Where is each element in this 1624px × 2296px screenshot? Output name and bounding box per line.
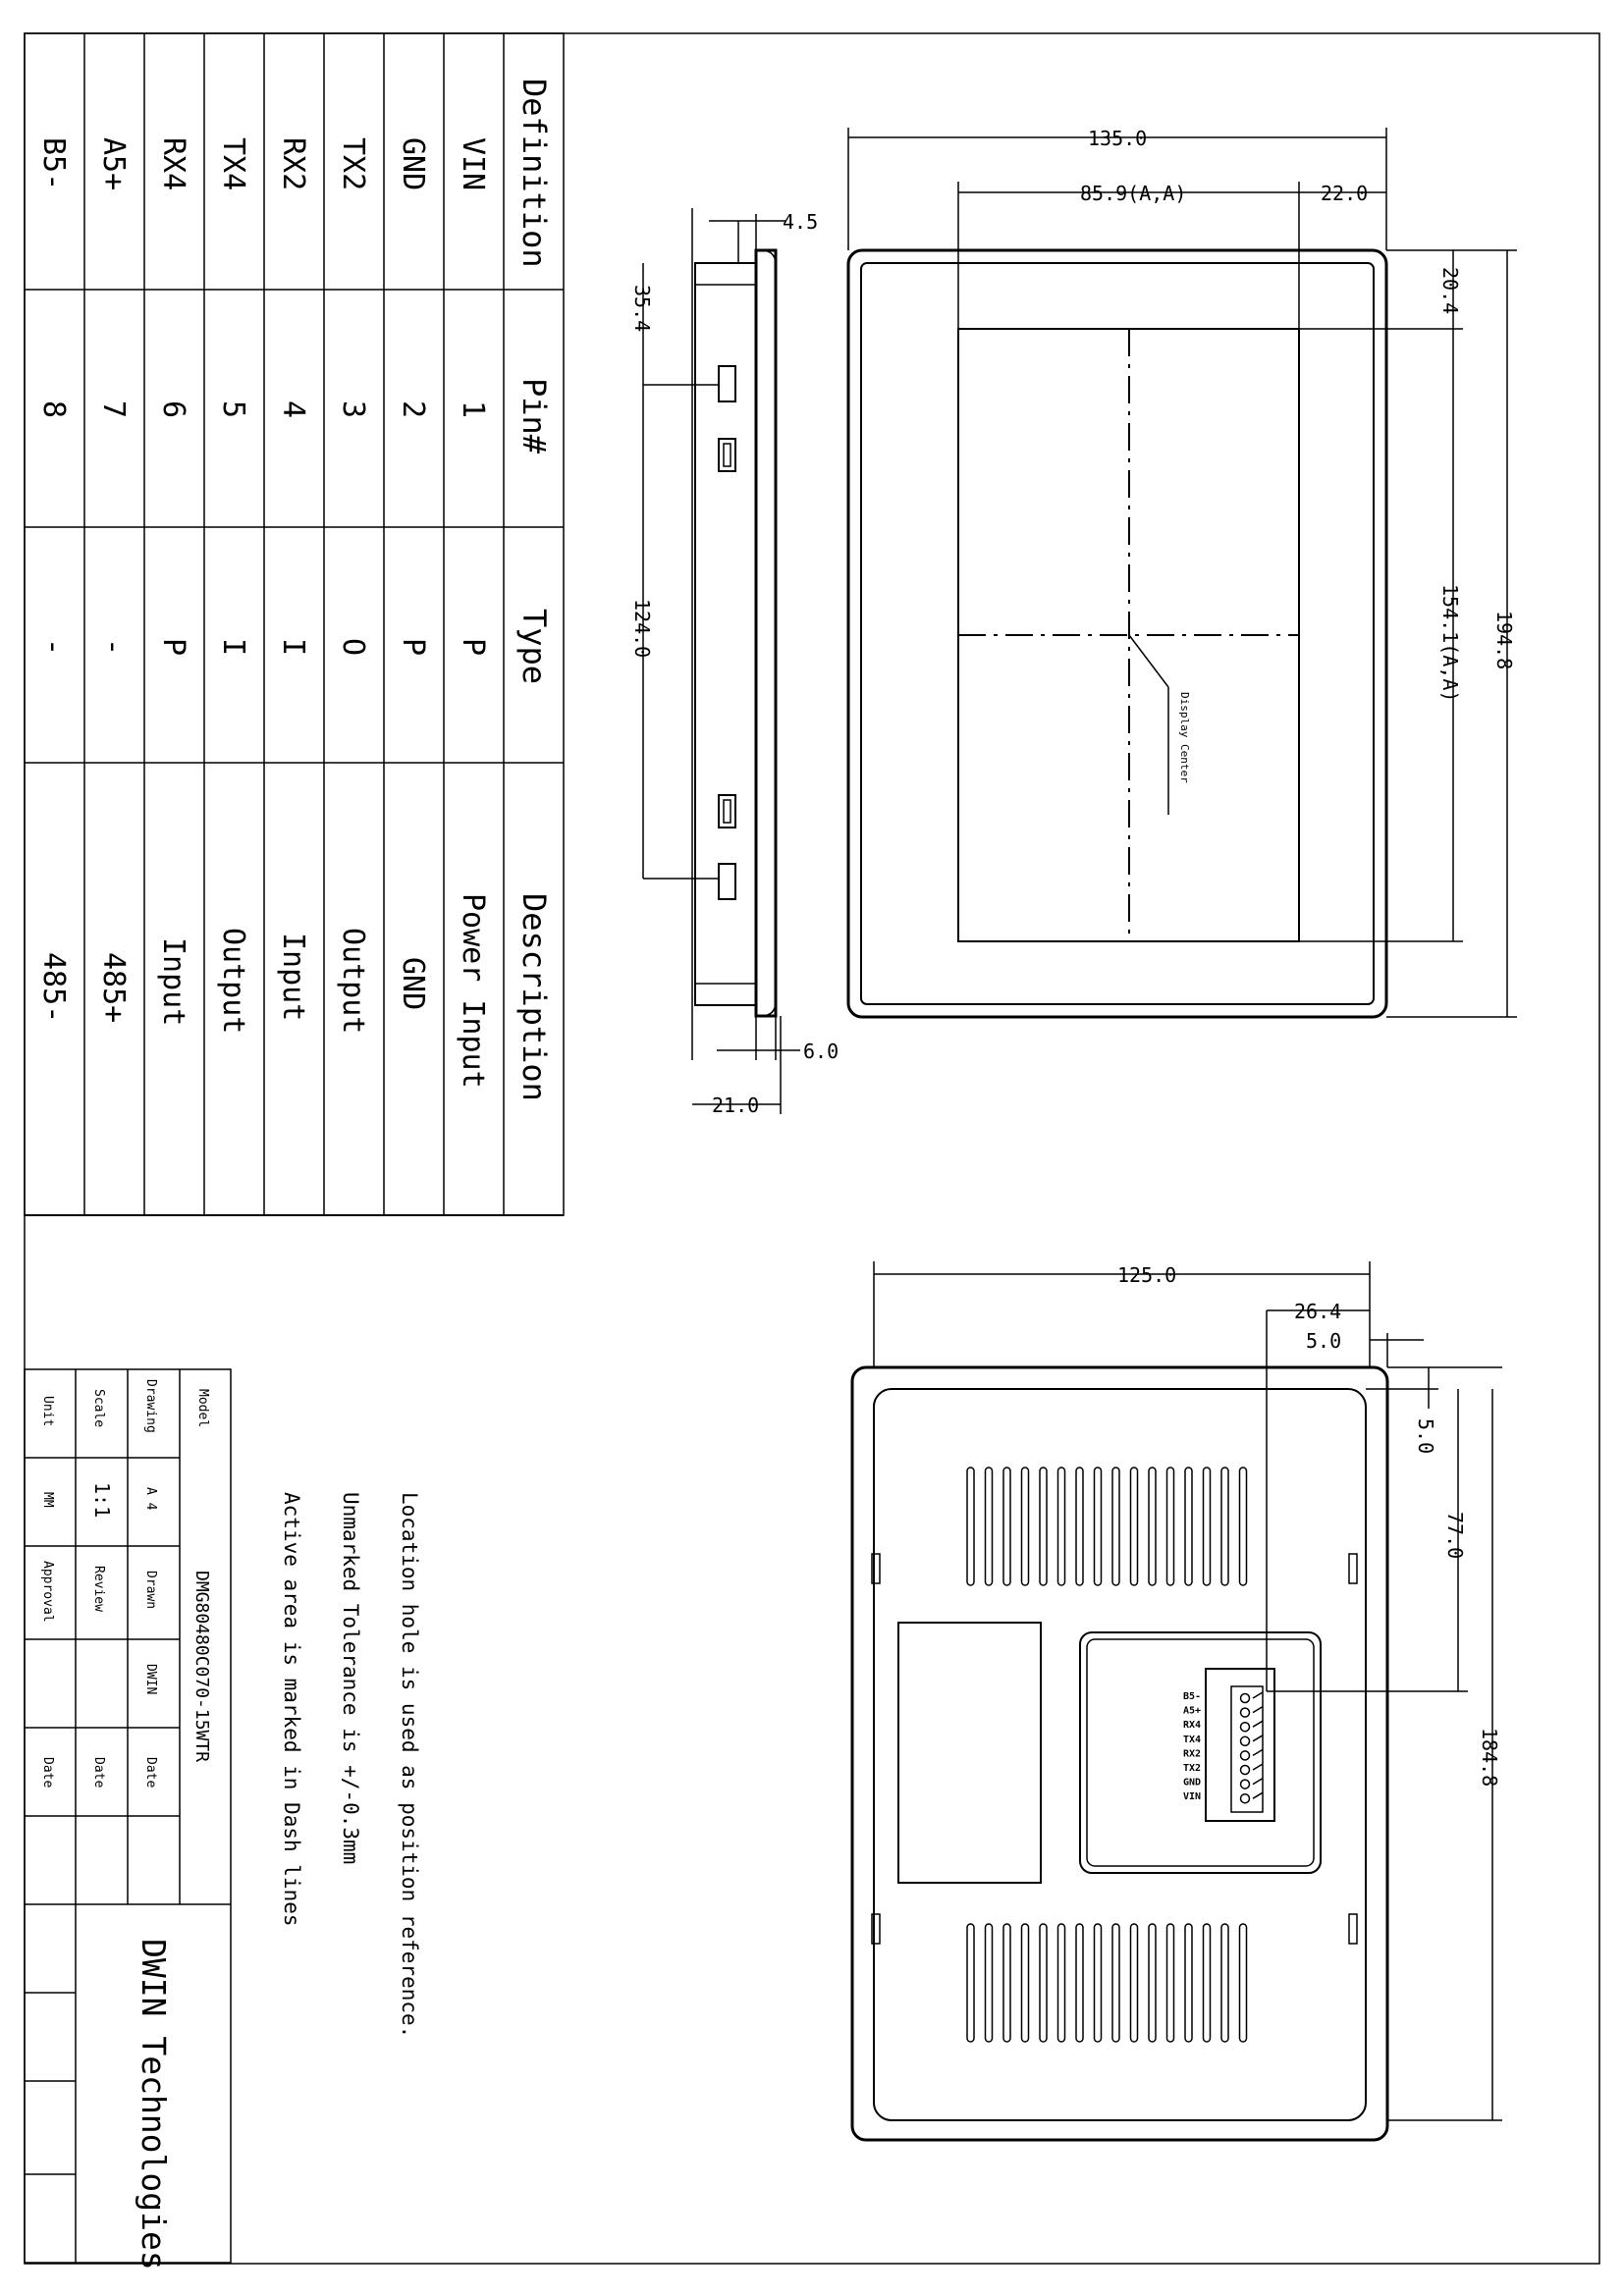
scale-label: Scale (91, 1389, 106, 1428)
row-description: Output (216, 928, 250, 1035)
connector-pin-label: RX4 (1182, 1720, 1201, 1732)
vent-slot (1131, 1924, 1138, 2042)
connector-pin (1241, 1780, 1250, 1789)
vent-slot (986, 1924, 993, 2042)
dim-top-margin: 20.4 (1438, 267, 1462, 315)
vent-slot (1204, 1924, 1211, 2042)
note-line: Active area is marked in Dash lines (280, 1492, 303, 1927)
row-type: O (336, 638, 370, 657)
vent-slot (1076, 1924, 1083, 2042)
vent-slot (1040, 1468, 1047, 1585)
unit-value: MM (40, 1492, 55, 1508)
vent-slot (1022, 1924, 1029, 2042)
row-type: I (216, 638, 250, 657)
front-view (848, 127, 1517, 1017)
scale-value: 1:1 (90, 1482, 114, 1519)
dim-height: 184.8 (1478, 1728, 1501, 1788)
vent-slot (1058, 1468, 1065, 1585)
connector-pin-mark (1253, 1779, 1263, 1785)
dim-depth: 21.0 (712, 1094, 760, 1117)
connector-pin (1241, 1736, 1250, 1745)
company-name: DWIN Technologies (135, 1939, 173, 2270)
dim-conn-offset: 26.4 (1294, 1300, 1342, 1323)
row-pin: 4 (276, 400, 310, 419)
row-definition: RX2 (276, 137, 310, 191)
vent-slot (1131, 1468, 1138, 1585)
vent-slot (1022, 1468, 1029, 1585)
connector-pin-label: A5+ (1182, 1705, 1201, 1717)
model-value: DMG80480C070-15WTR (191, 1571, 212, 1763)
connector-pin-label: TX4 (1182, 1734, 1201, 1745)
note-line: Unmarked Tolerance is +/-0.3mm (339, 1492, 362, 1865)
date-label: Date (40, 1757, 55, 1789)
vent-slot (1167, 1924, 1174, 2042)
row-definition: A5+ (96, 137, 131, 191)
side-view (630, 208, 839, 1117)
connector-pin-label: TX2 (1182, 1763, 1201, 1774)
connector-pin (1241, 1766, 1250, 1775)
row-definition: TX4 (216, 137, 250, 191)
connector-pin-label: VIN (1182, 1791, 1201, 1803)
title-block (25, 1369, 231, 2270)
vent-slot (1003, 1468, 1010, 1585)
header-pin: Pin# (515, 378, 553, 454)
vent-slot (1185, 1468, 1192, 1585)
dim-conn-pos: 77.0 (1443, 1512, 1467, 1560)
display-center-label: Display Center (1178, 692, 1191, 783)
drawn-value: DWIN (143, 1664, 158, 1695)
connector-pin (1241, 1694, 1250, 1703)
drawing-label: Drawing (143, 1379, 158, 1433)
connector-pin-mark (1253, 1735, 1263, 1741)
row-type: P (396, 638, 430, 657)
vent-slot (1149, 1468, 1156, 1585)
date-label: Date (91, 1757, 106, 1789)
vent-slot (986, 1468, 993, 1585)
row-definition: VIN (456, 137, 490, 191)
vent-slot (1221, 1468, 1228, 1585)
dim-bezel: 4.5 (783, 210, 819, 234)
vent-slot (967, 1468, 974, 1585)
vent-slot (1003, 1924, 1010, 2042)
connector-pin (1241, 1794, 1250, 1803)
vent-slot (1095, 1924, 1102, 2042)
pin-table (25, 33, 564, 1215)
row-description: Input (276, 933, 310, 1022)
row-description: 485+ (96, 952, 131, 1024)
dim-right-margin: 22.0 (1321, 182, 1369, 205)
vent-slot (1076, 1468, 1083, 1585)
connector-pin-label: RX2 (1182, 1748, 1201, 1760)
row-description: GND (396, 957, 430, 1011)
rear-view (852, 1261, 1502, 2140)
vent-slot (1040, 1924, 1047, 2042)
vent-slot (1204, 1468, 1211, 1585)
vent-slot (1058, 1924, 1065, 2042)
vent-slot (1095, 1468, 1102, 1585)
review-label: Review (91, 1566, 106, 1612)
connector-pin-mark (1253, 1721, 1263, 1727)
connector-pin-mark (1253, 1707, 1263, 1713)
row-pin: 5 (216, 400, 250, 419)
connector-pin-mark (1253, 1792, 1263, 1798)
row-description: 485- (36, 952, 71, 1024)
row-pin: 2 (396, 400, 430, 419)
row-pin: 1 (456, 400, 490, 419)
row-definition: B5- (36, 137, 71, 191)
row-type: - (36, 638, 71, 657)
row-pin: 3 (336, 400, 370, 419)
row-pin: 8 (36, 400, 71, 419)
row-definition: TX2 (336, 137, 370, 191)
dim-span: 124.0 (630, 599, 654, 659)
row-definition: RX4 (156, 137, 190, 191)
header-definition: Definition (515, 79, 553, 268)
vent-slot (1240, 1924, 1247, 2042)
row-type: I (276, 638, 310, 657)
vent-slot (1112, 1468, 1119, 1585)
notes (280, 1492, 421, 2038)
connector-pin (1241, 1708, 1250, 1717)
vent-slot (1149, 1924, 1156, 2042)
connector-pin-mark (1253, 1692, 1263, 1698)
drawing-value: A 4 (143, 1487, 158, 1511)
dim-active-width: 85.9(A,A) (1080, 182, 1187, 205)
date-label: Date (143, 1757, 158, 1789)
dim-active-height: 154.1(A,A) (1438, 584, 1462, 703)
connector-pin (1241, 1723, 1250, 1732)
approval-label: Approval (40, 1561, 55, 1623)
vent-slot (1221, 1924, 1228, 2042)
unit-label: Unit (40, 1396, 55, 1427)
header-type: Type (515, 609, 553, 685)
row-type: P (156, 638, 190, 657)
dim-edge: 5.0 (1306, 1329, 1342, 1353)
dim-edge-b: 5.0 (1414, 1418, 1437, 1455)
note-line: Location hole is used as position reference. (398, 1492, 421, 2039)
row-type: - (96, 638, 131, 657)
drawn-label: Drawn (143, 1571, 158, 1610)
dim-total-height: 194.8 (1492, 611, 1516, 670)
connector-pin-mark (1253, 1749, 1263, 1755)
connector-pin-label: GND (1182, 1777, 1201, 1789)
model-label: Model (195, 1389, 210, 1428)
connector-pin-label: B5- (1182, 1691, 1201, 1702)
sheet-border (25, 33, 1599, 2264)
row-description: Power Input (456, 893, 490, 1089)
vent-slot (1167, 1468, 1174, 1585)
row-description: Input (156, 937, 190, 1027)
vent-slot (1112, 1924, 1119, 2042)
dim-panel: 6.0 (803, 1040, 839, 1063)
connector-pin (1241, 1751, 1250, 1760)
row-description: Output (336, 928, 370, 1035)
vent-slot (1185, 1924, 1192, 2042)
dim-offset: 35.4 (630, 285, 654, 333)
dim-width: 125.0 (1117, 1263, 1177, 1287)
row-pin: 7 (96, 400, 131, 419)
row-definition: GND (396, 137, 430, 191)
connector-pin-mark (1253, 1764, 1263, 1770)
vent-slot (1240, 1468, 1247, 1585)
row-type: P (456, 638, 490, 657)
dim-total-width: 135.0 (1088, 127, 1148, 150)
row-pin: 6 (156, 400, 190, 419)
vent-slot (967, 1924, 974, 2042)
header-description: Description (515, 893, 553, 1101)
